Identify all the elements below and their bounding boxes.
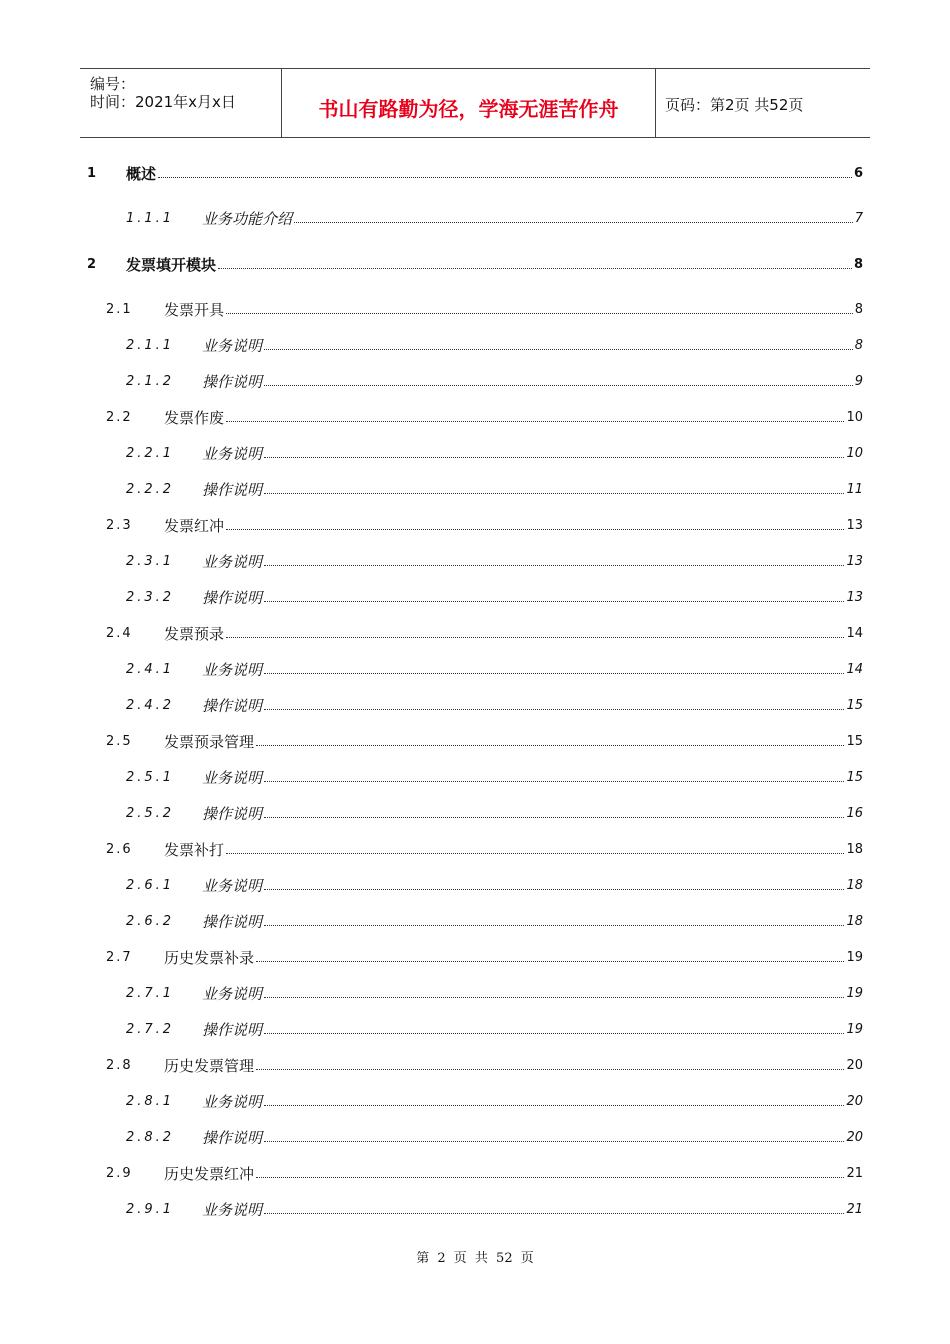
toc-entry[interactable] — [0, 1200, 950, 1222]
toc-entry-page: 18 — [846, 914, 863, 929]
toc-entry[interactable] — [0, 1164, 950, 1186]
toc-entry-page: 15 — [846, 770, 863, 785]
toc-entry-number: 2.3.1 — [126, 554, 175, 569]
toc-entry-number: 2.2.2 — [126, 482, 175, 497]
toc-entry-page: 20 — [846, 1130, 863, 1145]
toc-entry-title: 业务说明 — [202, 553, 263, 571]
toc-entry-page: 14 — [846, 626, 863, 641]
toc-entry-title: 业务说明 — [202, 1201, 263, 1219]
toc-entry-title: 业务说明 — [202, 769, 263, 787]
toc-entry-number: 2.6.1 — [126, 878, 175, 893]
doc-time: 时间：2021年x月x日 — [90, 93, 236, 111]
toc-entry-title: 发票预录 — [164, 625, 225, 643]
toc-entry[interactable] — [0, 1056, 950, 1078]
toc-entry-page: 7 — [854, 211, 863, 226]
toc-entry-number: 2.2 — [106, 410, 133, 425]
header-page-info: 页码：第2页 共52页 — [665, 96, 804, 114]
toc-entry-title: 发票补打 — [164, 841, 225, 859]
toc-entry-page: 13 — [846, 590, 863, 605]
header-motto-cell — [281, 69, 656, 137]
toc-entry-page: 21 — [846, 1166, 863, 1181]
toc-entry-title: 操作说明 — [202, 913, 263, 931]
toc-entry[interactable] — [0, 660, 950, 682]
toc-entry-number: 2.6 — [106, 842, 133, 857]
toc-leader-dots — [264, 565, 844, 566]
toc-entry-number: 1 — [87, 166, 97, 181]
toc-entry-number: 2.8.1 — [126, 1094, 175, 1109]
toc-entry-page: 8 — [853, 257, 863, 272]
toc-entry-page: 18 — [846, 842, 863, 857]
header-meta — [80, 69, 281, 137]
page-header — [80, 68, 870, 138]
toc-entry-page: 15 — [846, 734, 863, 749]
toc-entry-number: 2.1 — [106, 302, 133, 317]
toc-entry[interactable] — [0, 255, 950, 277]
page-footer: 第 2 页 共 52 页 — [416, 1251, 534, 1266]
toc-entry-title: 历史发票管理 — [164, 1057, 255, 1075]
toc-entry-title: 发票预录管理 — [164, 733, 255, 751]
toc-entry-number: 2.9 — [106, 1166, 133, 1181]
toc-entry[interactable] — [0, 588, 950, 610]
toc-entry[interactable] — [0, 1092, 950, 1114]
toc-leader-dots — [226, 529, 844, 530]
toc-entry[interactable] — [0, 984, 950, 1006]
toc-entry-number: 2.4 — [106, 626, 133, 641]
toc-entry[interactable] — [0, 840, 950, 862]
header-page-cell — [655, 69, 870, 137]
toc-leader-dots — [264, 1033, 844, 1034]
toc-entry[interactable] — [0, 408, 950, 430]
toc-entry-title: 发票作废 — [164, 409, 225, 427]
toc-leader-dots — [264, 349, 853, 350]
toc-entry-title: 操作说明 — [202, 697, 263, 715]
toc-entry-title: 历史发票补录 — [164, 949, 255, 967]
toc-entry-title: 操作说明 — [202, 373, 263, 391]
toc-entry-number: 2.5 — [106, 734, 133, 749]
toc-leader-dots — [264, 601, 844, 602]
toc-entry[interactable] — [0, 372, 950, 394]
toc-entry-number: 2.2.1 — [126, 446, 175, 461]
toc-leader-dots — [226, 637, 844, 638]
toc-entry[interactable] — [0, 164, 950, 186]
toc-entry-number: 2.3.2 — [126, 590, 175, 605]
toc-leader-dots — [264, 709, 844, 710]
toc-entry[interactable] — [0, 1020, 950, 1042]
toc-entry-title: 操作说明 — [202, 1021, 263, 1039]
toc-entry-page: 8 — [854, 302, 863, 317]
toc-entry-title: 发票开具 — [164, 301, 225, 319]
toc-entry-page: 21 — [846, 1202, 863, 1217]
toc-entry-page: 15 — [846, 698, 863, 713]
toc-leader-dots — [264, 493, 844, 494]
toc-leader-dots — [256, 1069, 844, 1070]
toc-entry-title: 操作说明 — [202, 481, 263, 499]
toc-leader-dots — [256, 1177, 844, 1178]
toc-entry-title: 操作说明 — [202, 1129, 263, 1147]
toc-entry-number: 2.7 — [106, 950, 133, 965]
toc-entry-number: 2.4.1 — [126, 662, 175, 677]
toc-entry-number: 2.9.1 — [126, 1202, 175, 1217]
toc-entry[interactable] — [0, 336, 950, 358]
toc-leader-dots — [264, 385, 853, 386]
toc-leader-dots — [158, 177, 852, 178]
toc-entry-page: 8 — [854, 338, 863, 353]
toc-leader-dots — [294, 222, 853, 223]
toc-entry-page: 13 — [846, 518, 863, 533]
toc-entry-title: 操作说明 — [202, 589, 263, 607]
toc-entry-title: 概述 — [126, 165, 157, 183]
toc-entry-number: 2.8 — [106, 1058, 133, 1073]
toc-leader-dots — [264, 925, 844, 926]
toc-entry[interactable] — [0, 768, 950, 790]
toc-entry[interactable] — [0, 209, 950, 231]
toc-entry[interactable] — [0, 300, 950, 322]
toc-entry[interactable] — [0, 804, 950, 826]
toc-leader-dots — [264, 1141, 844, 1142]
toc-entry-number: 1.1.1 — [126, 211, 175, 226]
toc-entry[interactable] — [0, 624, 950, 646]
toc-entry-number: 2.3 — [106, 518, 133, 533]
toc-entry-number: 2 — [87, 257, 97, 272]
toc-entry-number: 2.6.2 — [126, 914, 175, 929]
toc-leader-dots — [226, 313, 853, 314]
toc-entry-page: 10 — [846, 446, 863, 461]
toc-entry-page: 20 — [846, 1094, 863, 1109]
toc-entry-title: 发票红冲 — [164, 517, 225, 535]
toc-leader-dots — [226, 421, 844, 422]
toc-entry-number: 2.8.2 — [126, 1130, 175, 1145]
toc-entry-page: 19 — [846, 1022, 863, 1037]
toc-entry-page: 14 — [846, 662, 863, 677]
toc-entry-page: 6 — [853, 166, 863, 181]
toc-leader-dots — [264, 997, 844, 998]
toc-entry-page: 19 — [846, 986, 863, 1001]
toc-entry-title: 业务说明 — [202, 445, 263, 463]
toc-entry-title: 操作说明 — [202, 805, 263, 823]
toc-entry[interactable] — [0, 480, 950, 502]
toc-leader-dots — [264, 457, 844, 458]
toc-entry-number: 2.7.1 — [126, 986, 175, 1001]
toc-entry-title: 业务说明 — [202, 877, 263, 895]
toc-entry-page: 10 — [846, 410, 863, 425]
toc-entry[interactable] — [0, 552, 950, 574]
toc-entry-page: 20 — [846, 1058, 863, 1073]
toc-entry-number: 2.4.2 — [126, 698, 175, 713]
toc-leader-dots — [226, 853, 844, 854]
toc-leader-dots — [264, 673, 844, 674]
toc-entry-title: 业务说明 — [202, 985, 263, 1003]
toc-entry-page: 9 — [854, 374, 863, 389]
toc-entry-number: 2.1.2 — [126, 374, 175, 389]
toc-entry[interactable] — [0, 1128, 950, 1150]
toc-entry-number: 2.5.1 — [126, 770, 175, 785]
doc-number: 编号： — [90, 75, 136, 93]
toc-entry[interactable] — [0, 696, 950, 718]
toc-entry-page: 18 — [846, 878, 863, 893]
toc-leader-dots — [256, 745, 844, 746]
toc-entry-page: 13 — [846, 554, 863, 569]
toc-entry-number: 2.5.2 — [126, 806, 175, 821]
toc-entry-page: 11 — [846, 482, 863, 497]
toc-entry[interactable] — [0, 948, 950, 970]
toc-entry-title: 历史发票红冲 — [164, 1165, 255, 1183]
toc-leader-dots — [264, 889, 844, 890]
toc-leader-dots — [264, 1213, 844, 1214]
toc-entry-page: 19 — [846, 950, 863, 965]
toc-entry-title: 发票填开模块 — [126, 256, 217, 274]
toc-entry-title: 业务说明 — [202, 661, 263, 679]
toc-entry-number: 2.7.2 — [126, 1022, 175, 1037]
toc-entry-page: 16 — [846, 806, 863, 821]
toc-entry[interactable] — [0, 444, 950, 466]
toc-entry[interactable] — [0, 516, 950, 538]
toc-entry-title: 业务说明 — [202, 337, 263, 355]
toc-entry[interactable] — [0, 732, 950, 754]
toc-leader-dots — [218, 268, 852, 269]
toc-entry-number: 2.1.1 — [126, 338, 175, 353]
toc-entry[interactable] — [0, 912, 950, 934]
toc-entry-title: 业务说明 — [202, 1093, 263, 1111]
toc-leader-dots — [264, 1105, 844, 1106]
toc-leader-dots — [264, 817, 844, 818]
toc-entry-title: 业务功能介绍 — [202, 210, 293, 228]
toc-leader-dots — [256, 961, 844, 962]
header-motto: 书山有路勤为径，学海无涯苦作舟 — [318, 97, 619, 121]
toc-entry[interactable] — [0, 876, 950, 898]
toc-leader-dots — [264, 781, 844, 782]
